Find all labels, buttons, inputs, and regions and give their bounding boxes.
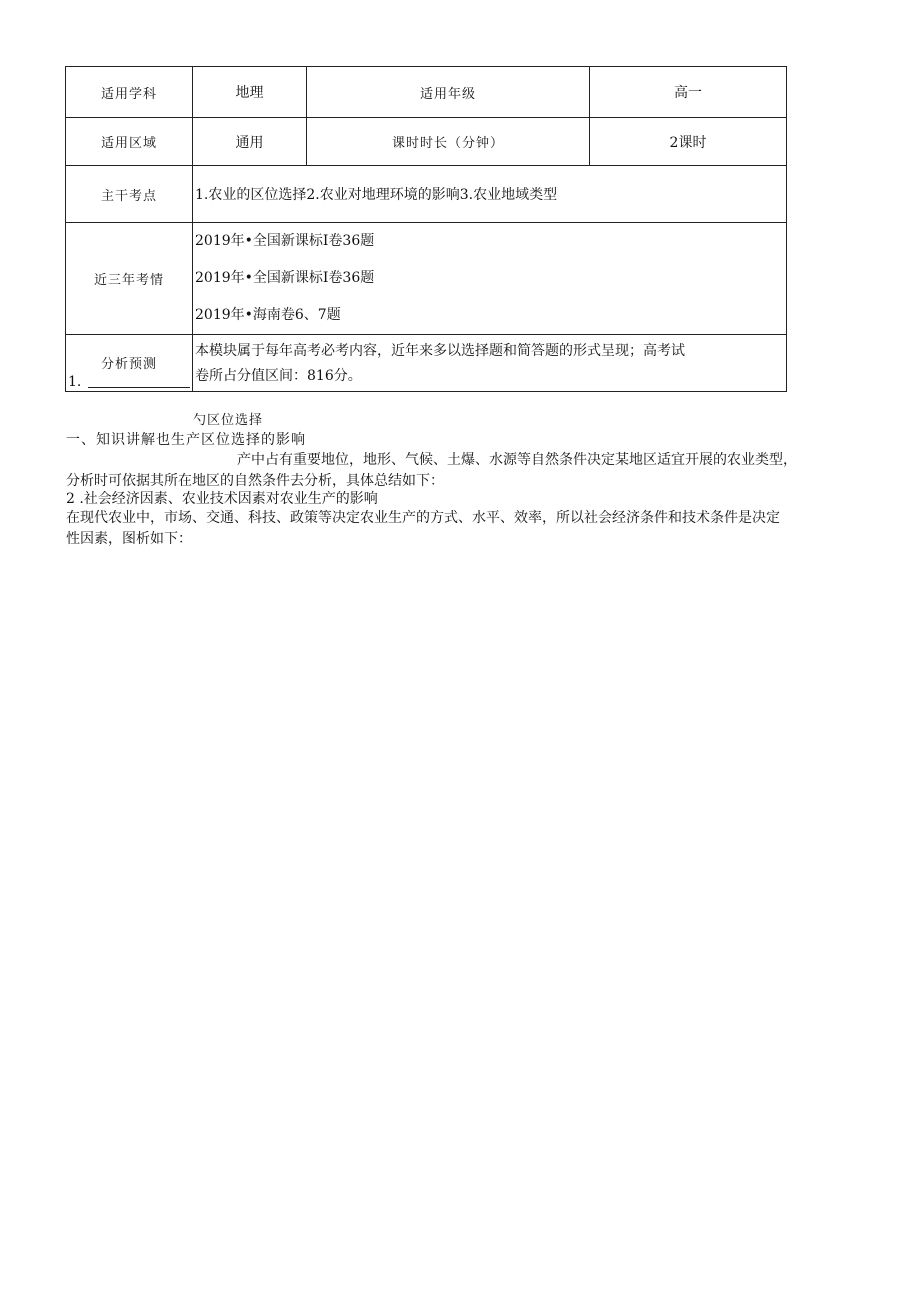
duration-value: 2课时 — [590, 118, 787, 166]
list-item: 2019年•全国新课标I卷36题 — [195, 270, 375, 286]
section-title: 勺区位选择 — [193, 413, 264, 428]
grade-value: 高一 — [590, 67, 787, 118]
prediction-value — [193, 335, 787, 392]
paragraph-socioeconomic — [66, 508, 866, 550]
region-label: 适用区域 — [66, 118, 193, 166]
recent-exams-label: 近三年考情 — [66, 223, 193, 335]
heading-socioeconomic: 2 .社会经济因素、农业技术因素对农业生产的影响 — [66, 491, 378, 507]
table-row — [66, 118, 787, 166]
paragraph-line: 产中占有重要地位，地形、气候、土爆、水源等自然条件决定某地区适宜开展的农业类型， — [237, 452, 797, 468]
list-item: 2019年•海南卷6、7题 — [195, 307, 341, 323]
subject-label: 适用学科 — [66, 67, 193, 118]
paragraph-line: 性因素，图析如下： — [66, 531, 192, 547]
prediction-label-cell — [66, 335, 193, 392]
duration-label: 课时时长（分钟） — [307, 118, 590, 166]
course-info-table — [65, 66, 787, 392]
table-row — [66, 335, 787, 392]
recent-exams-list — [193, 223, 787, 335]
grade-label: 适用年级 — [307, 67, 590, 118]
prediction-number: 1. — [68, 374, 82, 390]
prediction-text-line1: 本模块属于每年高考必考内容，近年来多以选择题和简答题的形式呈现；高考试 — [195, 343, 685, 359]
table-row — [66, 67, 787, 118]
underline-blank — [88, 387, 190, 388]
paragraph-line: 在现代农业中，市场、交通、科技、政策等决定农业生产的方式、水平、效率，所以社会经济条件和技术条件是决定 — [66, 510, 780, 526]
paragraph-natural-factors — [66, 450, 866, 492]
paragraph-line: 分析时可依据其所在地区的自然条件去分析，具体总结如下： — [66, 473, 444, 489]
key-points-value: 1.农业的区位选择2.农业对地理环境的影响3.农业地域类型 — [193, 166, 787, 223]
heading-knowledge: 一、知识讲解也生产区位选择的影响 — [66, 432, 306, 448]
prediction-text-line2: 卷所占分值区间：816分。 — [195, 368, 362, 384]
prediction-label: 分析预测 — [100, 357, 157, 372]
subject-value: 地理 — [193, 67, 307, 118]
table-row — [66, 166, 787, 223]
list-item: 2019年•全国新课标I卷36题 — [195, 233, 375, 249]
key-points-label: 主干考点 — [66, 166, 193, 223]
table-row — [66, 223, 787, 335]
region-value: 通用 — [193, 118, 307, 166]
